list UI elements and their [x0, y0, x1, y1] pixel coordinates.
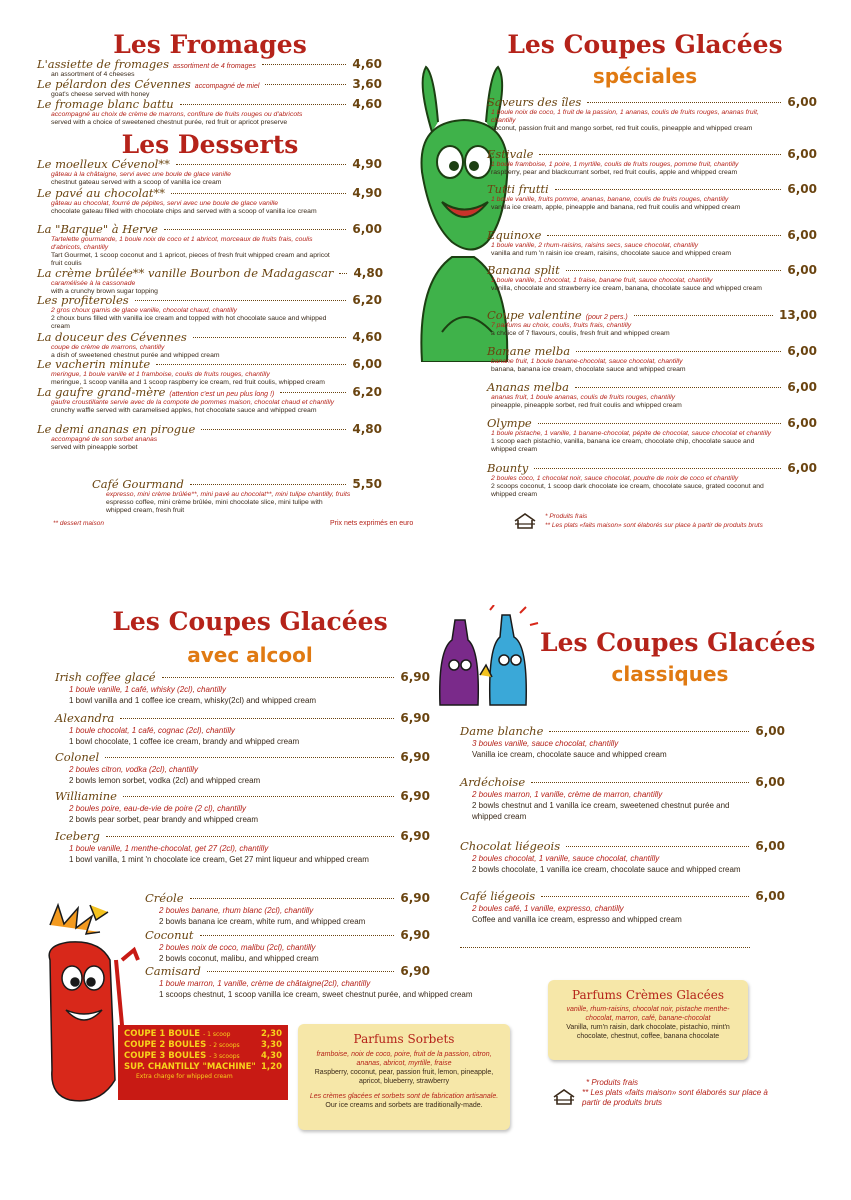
fromages-item	[37, 57, 382, 79]
item-row	[55, 670, 430, 684]
item-desc-fr: banane fruit, 1 boule banane-chocolat, sauce chocolat, chantilly	[491, 358, 683, 365]
leader-dots	[549, 731, 749, 732]
item-desc-fr: coupe de crème de marrons, chantilly	[51, 344, 165, 351]
bottom-note2: ** Les plats «faits maison» sont élaborés sur place à partir de produits bruts	[582, 1088, 768, 1107]
item-price: 6,00	[787, 263, 817, 277]
item-desc-en: a dish of sweetened chestnut purée and whipped cream	[51, 352, 220, 359]
item-desc-fr: gâteau au chocolat, fourré de pépites, servi avec une boule de glace vanille	[51, 200, 279, 207]
item-desc-en: coconut, passion fruit and mango sorbet, red fruit coulis, pineapple and whipped cream	[491, 125, 753, 132]
item-name: Le demi ananas en pirogue	[37, 422, 196, 436]
item-price: 4,80	[352, 422, 382, 436]
desserts-item	[37, 357, 382, 387]
sorbets-panel	[298, 1024, 510, 1130]
item-desc-fr: 2 boules noix de coco, malibu (2cl), chantilly	[159, 943, 316, 952]
item-price: 6,00	[755, 889, 785, 903]
coupes-extra: Extra charge for whipped cream	[136, 1073, 233, 1080]
coupes-row-small: - 1 scoop	[203, 1031, 231, 1038]
item-price: 4,80	[353, 266, 384, 280]
fromages-title: Les Fromages	[113, 30, 307, 59]
item-name: Le moelleux Cévenol**	[37, 157, 170, 171]
item-desc-fr: 1 boule noix de coco, 1 fruit de la passion, 1 ananas, coulis de fruits rouges, ananas fruit, chantilly	[491, 109, 759, 124]
alcool-subtitle: avec alcool	[187, 643, 313, 667]
item-row	[55, 750, 430, 764]
item-price: 6,90	[400, 891, 430, 905]
item-name: Le vacherin minute	[37, 357, 151, 371]
item-row	[37, 357, 382, 371]
item-name: Tutti frutti	[487, 182, 549, 196]
item-name: L'assiette de fromages	[37, 57, 169, 71]
leader-dots	[587, 102, 781, 103]
item-desc-en: vanilla ice cream, apple, pineapple and banana, red fruit coulis and whipped cream	[491, 204, 741, 211]
item-name: Alexandra	[55, 711, 115, 725]
item-row	[487, 228, 817, 242]
sorbets-en: Raspberry, coconut, pear, passion fruit, lemon, pineapple, apricot, blueberry, strawberry	[314, 1069, 494, 1085]
desserts-item	[37, 385, 382, 415]
item-desc-fr: 1 boule framboise, 1 poire, 1 myrtille, coulis de fruits rouges, pomme fruit, chantilly	[491, 161, 739, 168]
cafe-gourmand-fr: expresso, mini crème brûlée**, mini pavé au chocolat**, mini tulipe chantilly, fruits	[106, 491, 351, 498]
item-desc-fr: gâteau à la châtaigne, servi avec une boule de glace vanille	[51, 171, 231, 178]
sorbets-note-en: Our ice creams and sorbets are traditionally-made.	[325, 1102, 483, 1109]
item-inline-note: assortiment de 4 fromages	[172, 63, 256, 70]
item-price: 6,90	[400, 829, 430, 843]
item-name: Camisard	[145, 964, 201, 978]
item-row	[37, 77, 382, 91]
sorbets-title: Parfums Sorbets	[353, 1032, 455, 1046]
item-row	[460, 839, 785, 853]
item-row	[145, 928, 430, 942]
item-desc-en: 2 bowls chestnut and 1 vanilla ice cream, sweetened chestnut purée and whipped cream	[472, 801, 730, 821]
coupes-price-box	[118, 1025, 288, 1100]
fromages-item	[37, 97, 382, 127]
desserts-item	[37, 186, 382, 216]
item-inline-note: accompagné de miel	[194, 83, 260, 90]
speciales-item	[487, 263, 817, 293]
item-price: 6,00	[755, 839, 785, 853]
item-price: 6,90	[400, 928, 430, 942]
alcool-title: Les Coupes Glacées	[112, 607, 388, 636]
bottom-note1: * Produits frais	[586, 1078, 639, 1087]
speciales-title: Les Coupes Glacées	[507, 30, 783, 59]
item-price: 6,20	[352, 385, 382, 399]
sorbets-fr: framboise, noix de coco, poire, fruit de la passion, citron, ananas, abricot, myrtille, fraise	[316, 1051, 492, 1067]
item-desc-en: Coffee and vanilla ice cream, espresso and whipped cream	[472, 915, 682, 924]
coupes-row-text: COUPE 2 BOULES	[124, 1040, 207, 1050]
dessert-footnote: ** dessert maison	[53, 520, 104, 527]
item-name: Ardéchoise	[460, 775, 526, 789]
cremes-fr: vanille, rhum-raisins, chocolat noir, pistache menthe-chocolat, marron, café, banane-chocolat	[566, 1006, 730, 1022]
leader-dots	[538, 423, 782, 424]
leader-dots	[162, 677, 395, 678]
item-desc-en: 1 bowl chocolate, 1 coffee ice cream, brandy and whipped cream	[69, 737, 300, 746]
item-price: 6,00	[787, 344, 817, 358]
fromages-item	[37, 77, 382, 99]
alcool-item	[55, 750, 430, 786]
item-name: Dame blanche	[460, 724, 544, 738]
item-row	[487, 95, 817, 109]
item-price: 6,00	[755, 775, 785, 789]
item-name: Banana split	[487, 263, 560, 277]
alcool-item	[55, 670, 430, 706]
coupes-row-small: - 2 scoops	[209, 1042, 240, 1049]
item-price: 6,90	[400, 750, 430, 764]
item-row	[55, 829, 430, 843]
alcool-item	[145, 891, 430, 927]
bottles-mascot-illustration	[430, 605, 545, 710]
item-name: La gaufre grand-mère	[37, 385, 166, 399]
classiques-item	[460, 839, 785, 875]
leader-dots	[575, 387, 781, 388]
speciales-item	[487, 344, 817, 374]
cremes-panel	[548, 980, 748, 1060]
item-name: Chocolat liégeois	[460, 839, 561, 853]
item-desc-fr: 1 boule vanille, 1 chocolat, 1 fraise, banane fruit, sauce chocolat, chantilly	[491, 277, 713, 284]
item-desc-en: raspberry, pear and blackcurrant sorbet, red fruit coulis, apple and whipped cream	[491, 169, 738, 176]
speciales-item	[487, 416, 817, 454]
sorbets-note-fr: Les crèmes glacées et sorbets sont de fabrication artisanale.	[309, 1093, 499, 1100]
item-name: Coconut	[145, 928, 194, 942]
item-name: Coupe valentine	[487, 308, 582, 322]
coupes-row-label	[124, 1040, 240, 1051]
item-price: 4,90	[352, 186, 382, 200]
item-desc-en: vanilla, chocolate and strawberry ice cream, banana, chocolate sauce and whipped cream	[491, 285, 762, 292]
coupes-row-price: 4,30	[261, 1051, 282, 1061]
item-price: 4,90	[352, 157, 382, 171]
item-price: 6,00	[787, 461, 817, 475]
classiques-subtitle: classiques	[611, 662, 729, 686]
desserts-item	[37, 222, 382, 268]
coupes-row-price: 2,30	[261, 1029, 282, 1039]
item-row	[37, 330, 382, 344]
item-desc-fr: 3 boules vanille, sauce chocolat, chantilly	[472, 739, 619, 748]
coupes-row	[124, 1040, 282, 1051]
leader-dots	[120, 718, 394, 719]
speciales-subtitle: spéciales	[592, 64, 698, 88]
item-name: Banane melba	[487, 344, 571, 358]
item-row	[487, 344, 817, 358]
item-row	[145, 964, 430, 978]
cafe-gourmand-name: Café Gourmand	[92, 477, 184, 491]
coupes-row-text: COUPE 3 BOULES	[124, 1051, 207, 1061]
item-desc-en: 1 scoops chestnut, 1 scoop vanilla ice cream, sweet chestnut purée, and whipped cream	[159, 990, 473, 999]
item-desc-fr: 1 boule vanille, 2 rhum-raisins, raisins secs, sauce chocolat, chantilly	[491, 242, 699, 249]
leader-dots	[534, 468, 781, 469]
item-desc-en: goat's cheese served with honey	[51, 91, 150, 98]
alcool-item	[145, 964, 473, 1000]
coupes-row-label	[124, 1051, 240, 1062]
item-desc-fr: 2 gros choux garnis de glace vanille, chocolat chaud, chantilly	[51, 307, 237, 314]
item-desc-fr: 2 boules banane, rhum blanc (2cl), chantilly	[159, 906, 314, 915]
item-desc-en: with a crunchy brown sugar topping	[51, 288, 158, 295]
item-row	[37, 186, 382, 200]
item-desc-en: vanilla and rum 'n raisin ice cream, raisins, chocolate sauce and whipped cream	[491, 250, 732, 257]
classiques-item	[460, 724, 785, 760]
item-row	[487, 308, 817, 322]
item-name: La crème brûlée** vanille Bourbon de Madagascar	[37, 266, 334, 280]
item-price: 4,60	[352, 330, 382, 344]
item-row	[460, 889, 785, 903]
item-row	[460, 775, 785, 789]
item-desc-en: 1 bowl vanilla, 1 mint 'n chocolate ice cream, Get 27 mint liqueur and whipped cream	[69, 855, 369, 864]
item-desc-fr: 2 boules citron, vodka (2cl), chantilly	[69, 765, 198, 774]
item-desc-fr: 2 boules poire, eau-de-vie de poire (2 cl), chantilly	[69, 804, 246, 813]
desserts-item	[37, 157, 382, 187]
item-name: Equinoxe	[487, 228, 542, 242]
leader-dots	[339, 273, 347, 274]
item-row	[55, 711, 430, 725]
item-price: 13,00	[779, 308, 817, 322]
item-name: Saveurs des îles	[487, 95, 582, 109]
item-price: 6,00	[787, 147, 817, 161]
item-desc-en: banana, banana ice cream, chocolate sauce and whipped cream	[491, 366, 686, 373]
leader-dots	[164, 229, 346, 230]
item-desc-en: served with a choice of sweetened chestnut purée, red fruit or apricot preserve	[51, 119, 288, 126]
house-icon	[552, 1088, 576, 1106]
leader-dots	[634, 315, 773, 316]
item-price: 4,60	[352, 57, 382, 71]
item-row	[37, 222, 382, 236]
item-desc-fr: 2 boules coco, 1 chocolat noir, sauce chocolat, poudre de noix de coco et chantilly	[491, 475, 739, 482]
prices-note: Prix nets exprimés en euro	[330, 520, 414, 527]
item-desc-en: Tart Gourmet, 1 scoop coconut and 1 apricot, pieces of fresh fruit whipped cream and apricot fruit coulis	[51, 252, 330, 267]
desserts-item	[37, 266, 382, 296]
item-row	[487, 461, 817, 475]
item-desc-en: crunchy waffle served with caramelised apples, hot chocolate sauce and whipped cream	[51, 407, 317, 414]
classiques-title: Les Coupes Glacées	[540, 628, 816, 657]
leader-dots	[105, 757, 394, 758]
item-desc-en: 2 bowls chocolate, 1 vanilla ice cream, chocolate sauce and whipped cream	[472, 865, 741, 874]
item-name: Olympe	[487, 416, 532, 430]
item-desc-fr: 1 boule vanille, 1 menthe-chocolat, get 27 (2cl), chantilly	[69, 844, 269, 853]
leader-dots	[576, 351, 781, 352]
coupes-row	[124, 1029, 282, 1040]
coupes-row-text: SUP. CHANTILLY "MACHINE"	[124, 1062, 256, 1072]
item-row	[37, 157, 382, 171]
coupes-row-label	[124, 1029, 230, 1040]
item-row	[487, 416, 817, 430]
speciales-item	[487, 228, 817, 258]
item-desc-en: chocolate gateau filled with chocolate chips and served with a scoop of vanilla ice cream	[51, 208, 317, 215]
item-desc-en: a choice of 7 flavours, coulis, fresh fruit and whipped cream	[491, 330, 670, 337]
item-name: Estivale	[487, 147, 534, 161]
desserts-title: Les Desserts	[121, 130, 299, 159]
coupes-row	[124, 1062, 282, 1073]
item-row	[487, 380, 817, 394]
classiques-item	[460, 889, 785, 925]
item-desc-en: 2 bowls pear sorbet, pear brandy and whipped cream	[69, 815, 258, 824]
item-name: Irish coffee glacé	[55, 670, 156, 684]
item-desc-fr: ananas fruit, 1 boule ananas, coulis de fruits rouges, chantilly	[491, 394, 676, 401]
leader-dots	[135, 300, 347, 301]
item-row	[37, 57, 382, 71]
item-desc-fr: 7 parfums au choix, coulis, fruits frais, chantilly	[491, 322, 632, 329]
item-row	[37, 97, 382, 111]
cremes-title: Parfums Crèmes Glacées	[571, 988, 725, 1002]
item-desc-fr: caramélisée à la cassonade	[51, 280, 136, 287]
item-desc-fr: 1 boule chocolat, 1 café, cognac (2cl), chantilly	[69, 726, 235, 735]
desserts-item	[37, 330, 382, 360]
leader-dots	[262, 64, 347, 65]
leader-dots	[265, 84, 346, 85]
item-price: 6,00	[352, 357, 382, 371]
cafe-gourmand-en: espresso coffee, mini crème brûlée, mini chocolate slice, mini tulipe with whipped cream, fresh fruit	[106, 499, 323, 514]
speciales-item	[487, 95, 817, 133]
item-name: Bounty	[487, 461, 529, 475]
item-desc-en: pineapple, pineapple sorbet, red fruit coulis and whipped cream	[491, 402, 682, 409]
item-price: 6,00	[787, 228, 817, 242]
house-icon	[513, 512, 537, 530]
item-name: Colonel	[55, 750, 100, 764]
item-desc-fr: 1 boule pistache, 1 vanille, 1 banane-chocolat, pépite de chocolat, sauce chocolat et chantilly	[491, 430, 771, 437]
item-price: 6,00	[787, 182, 817, 196]
cremes-en: Vanilla, rum'n raisin, dark chocolate, pistachio, mint'n chocolate, chestnut, coffee, banana chocolate	[566, 1024, 730, 1040]
item-inline-note: (attention c'est un peu plus long !)	[169, 391, 275, 398]
item-inline-note: (pour 2 pers.)	[585, 314, 628, 321]
item-price: 6,20	[352, 293, 382, 307]
item-name: Le fromage blanc battu	[37, 97, 174, 111]
item-desc-fr: accompagné de son sorbet ananas	[51, 436, 158, 443]
item-row	[37, 266, 382, 280]
leader-dots	[171, 193, 346, 194]
item-desc-en: 2 scoops coconut, 1 scoop dark chocolate ice cream, chocolate sauce, grated coconut and whipped cream	[491, 483, 764, 498]
speciales-item	[487, 147, 817, 177]
item-row	[460, 724, 785, 738]
item-name: Créole	[145, 891, 184, 905]
leader-dots	[190, 898, 395, 899]
item-desc-en: 2 bowls banana ice cream, white rum, and whipped cream	[159, 917, 366, 926]
speciales-item	[487, 308, 817, 338]
item-name: Williamine	[55, 789, 117, 803]
item-desc-fr: Tartelette gourmande, 1 boule noix de coco et 1 abricot, morceaux de fruits frais, coulis d'abricots, chantilly	[51, 236, 313, 251]
leader-dots	[156, 364, 346, 365]
item-name: Iceberg	[55, 829, 100, 843]
leader-dots	[176, 164, 347, 165]
alcool-item	[55, 711, 430, 747]
item-price: 4,60	[352, 97, 382, 111]
classiques-end-rule	[460, 947, 750, 948]
leader-dots	[555, 189, 782, 190]
leader-dots	[539, 154, 781, 155]
item-row	[487, 147, 817, 161]
item-name: La douceur des Cévennes	[37, 330, 187, 344]
item-row	[487, 263, 817, 277]
item-desc-en: meringue, 1 scoop vanilla and 1 scoop raspberry ice cream, red fruit coulis, whipped cream	[51, 379, 325, 386]
leader-dots	[180, 104, 347, 105]
item-desc-fr: 2 boules marron, 1 vanille, crème de marron, chantilly	[472, 790, 663, 799]
item-desc-en: 1 bowl vanilla and 1 coffee ice cream, whisky(2cl) and whipped cream	[69, 696, 317, 705]
coupes-row-small: - 3 scoops	[209, 1053, 240, 1060]
item-price: 6,90	[400, 711, 430, 725]
item-desc-en: an assortment of 4 cheeses	[51, 71, 135, 78]
cafe-gourmand	[92, 477, 382, 515]
leader-dots	[201, 429, 346, 430]
leader-dots	[541, 896, 749, 897]
item-name: Les profiteroles	[37, 293, 129, 307]
leader-dots	[123, 796, 394, 797]
item-name: La "Barque" à Herve	[37, 222, 158, 236]
item-price: 6,00	[787, 95, 817, 109]
coupes-row-price: 3,30	[261, 1040, 282, 1050]
coupes-row-price: 1,20	[261, 1062, 282, 1072]
cafe-gourmand-price: 5,50	[352, 477, 382, 491]
leader-dots	[566, 270, 782, 271]
item-row	[55, 789, 430, 803]
item-desc-fr: 1 boule marron, 1 vanille, crème de châtaigne(2cl), chantilly	[159, 979, 371, 988]
item-name: Le pavé au chocolat**	[37, 186, 165, 200]
item-price: 6,00	[787, 416, 817, 430]
desserts-item	[37, 293, 382, 331]
item-row	[37, 422, 382, 436]
classiques-item	[460, 775, 785, 822]
item-row	[487, 182, 817, 196]
coupes-row-label	[124, 1062, 256, 1073]
item-price: 6,00	[787, 380, 817, 394]
item-price: 6,00	[352, 222, 382, 236]
item-price: 6,90	[400, 964, 430, 978]
speciales-note1: * Produits frais	[545, 513, 588, 520]
item-desc-en: 2 bowls coconut, malibu, and whipped cream	[159, 954, 319, 963]
item-row	[37, 385, 382, 399]
item-desc-en: chestnut gateau served with a scoop of vanilla ice cream	[51, 179, 222, 186]
item-desc-en: 2 choux buns filled with vanilla ice cream and topped with hot chocolate sauce and whipped cream	[51, 315, 327, 330]
speciales-item	[487, 182, 817, 212]
leader-dots	[566, 846, 749, 847]
item-desc-fr: 1 boule vanille, 1 café, whisky (2cl), chantilly	[69, 685, 226, 694]
leader-dots	[547, 235, 781, 236]
item-row	[145, 891, 430, 905]
item-desc-fr: gaufre croustillante servie avec de la compote de pommes maison, chocolat chaud et chantilly	[51, 399, 334, 406]
item-desc-fr: accompagné au choix de crème de marrons, confiture de fruits rouges ou d'abricots	[51, 111, 303, 118]
item-desc-en: Vanilla ice cream, chocolate sauce and whipped cream	[472, 750, 667, 759]
leader-dots	[200, 935, 395, 936]
item-price: 6,00	[755, 724, 785, 738]
item-desc-fr: 2 boules café, 1 vanille, expresso, chantilly	[472, 904, 624, 913]
item-price: 6,90	[400, 670, 430, 684]
item-desc-fr: 2 boules chocolat, 1 vanille, sauce chocolat, chantilly	[472, 854, 660, 863]
leader-dots	[106, 836, 395, 837]
alcool-item	[55, 789, 430, 825]
coupes-row-text: COUPE 1 BOULE	[124, 1029, 201, 1039]
alcool-item	[145, 928, 430, 964]
leader-dots	[280, 392, 346, 393]
item-row	[37, 293, 382, 307]
speciales-note2: ** Les plats «faits maison» sont élaborés sur place à partir de produits bruts	[545, 522, 763, 529]
alcool-item	[55, 829, 430, 865]
item-price: 3,60	[352, 77, 382, 91]
item-desc-fr: 1 boule vanille, fruits pomme, ananas, banane, coulis de fruits rouges, chantilly	[491, 196, 729, 203]
leader-dots	[531, 782, 749, 783]
item-desc-en: 2 bowls lemon sorbet, vodka (2cl) and whipped cream	[69, 776, 261, 785]
desserts-item	[37, 422, 382, 452]
item-desc-fr: meringue, 1 boule vanille et 1 framboise, coulis de fruits rouges, chantilly	[51, 371, 270, 378]
coupes-row	[124, 1051, 282, 1062]
item-desc-en: 1 scoop each pistachio, vanilla, banana ice cream, chocolate chip, chocolate sauce and whipped cream	[491, 438, 755, 453]
item-name: Ananas melba	[487, 380, 569, 394]
item-name: Café liégeois	[460, 889, 536, 903]
item-name: Le pélardon des Cévennes	[37, 77, 191, 91]
speciales-item	[487, 380, 817, 410]
leader-dots	[193, 337, 347, 338]
item-price: 6,90	[400, 789, 430, 803]
item-desc-en: served with pineapple sorbet	[51, 444, 138, 451]
speciales-item	[487, 461, 817, 499]
leader-dots	[207, 971, 395, 972]
